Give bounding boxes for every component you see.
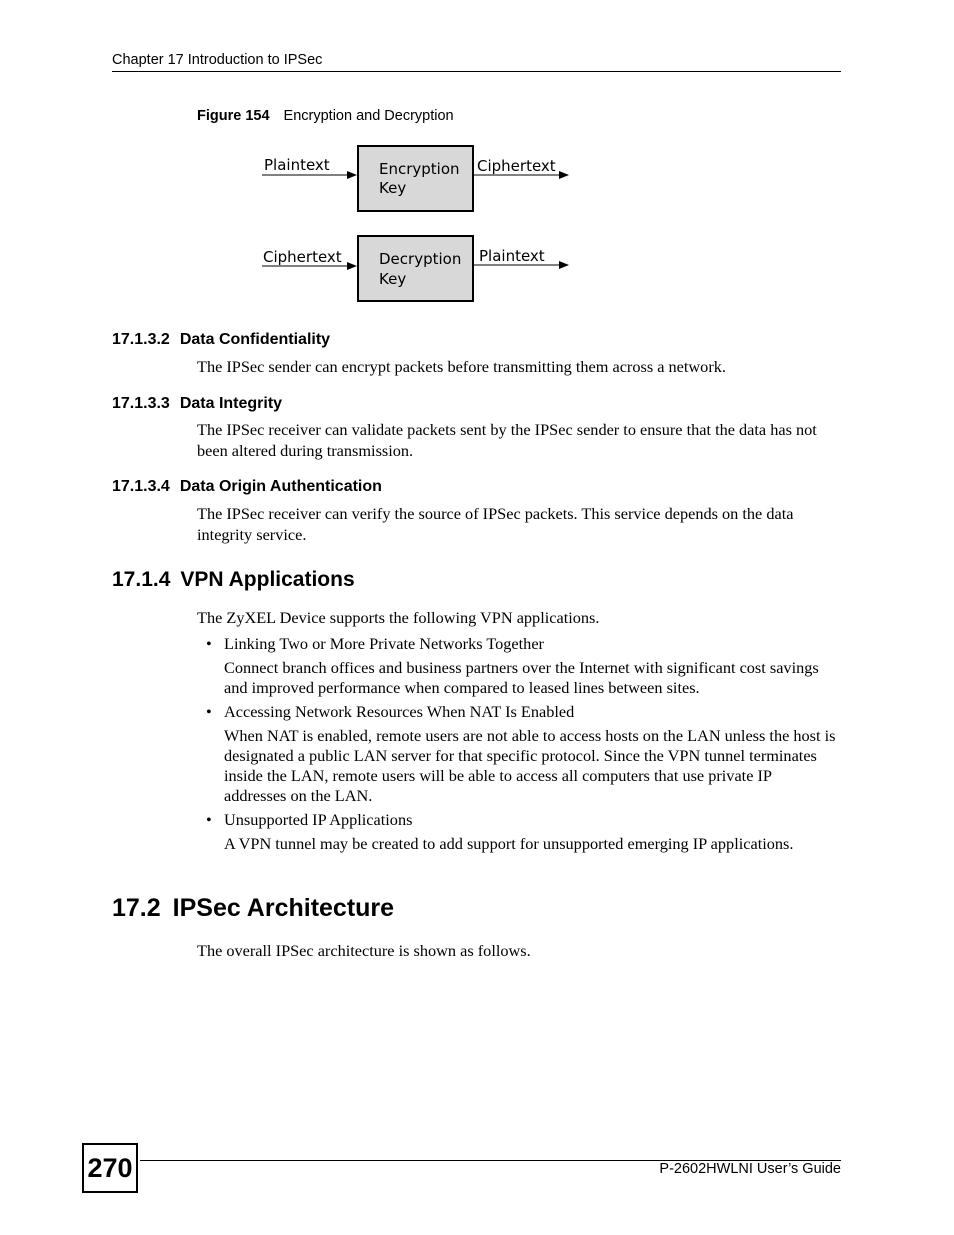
encryption-key-line2: Key: [379, 179, 407, 197]
heading-title: VPN Applications: [180, 568, 355, 591]
heading-number: 17.1.4: [112, 568, 171, 591]
heading-data-integrity: [112, 395, 282, 413]
encryption-decryption-diagram: [250, 140, 580, 310]
heading-number: 17.1.3.4: [112, 478, 170, 495]
heading-number: 17.2: [112, 894, 161, 922]
figure-title: Encryption and Decryption: [283, 108, 454, 124]
bullet-marker: •: [206, 702, 212, 721]
heading-title: Data Integrity: [179, 395, 283, 412]
list-item-title: Accessing Network Resources When NAT Is Enabled: [224, 702, 575, 721]
list-item-title: Linking Two or More Private Networks Together: [224, 634, 544, 653]
footer-guide-title: P-2602HWLNI User’s Guide: [659, 1161, 841, 1177]
heading-data-confidentiality: [112, 331, 330, 349]
paragraph-data-origin-authentication: The IPSec receiver can verify the source of IPSec packets. This service depends on the data integrity service.: [197, 504, 794, 544]
paragraph-data-integrity: The IPSec receiver can validate packets sent by the IPSec sender to ensure that the data has not been altered during transmission.: [197, 420, 817, 460]
paragraph-vpn-intro: The ZyXEL Device supports the following VPN applications.: [197, 608, 600, 627]
bullet-marker: •: [206, 634, 212, 653]
figure-label: Figure 154: [197, 108, 270, 124]
list-item: [197, 634, 837, 698]
paragraph-data-confidentiality: The IPSec sender can encrypt packets before transmitting them across a network.: [197, 357, 726, 376]
running-header: Chapter 17 Introduction to IPSec: [112, 52, 323, 68]
decryption-key-box: [358, 236, 473, 301]
decryption-key-line1: Decryption: [379, 250, 462, 268]
row1-input-label: Plaintext: [264, 156, 330, 174]
decryption-key-line2: Key: [379, 270, 407, 288]
heading-ipsec-architecture: [112, 894, 394, 923]
heading-title: Data Origin Authentication: [179, 478, 382, 495]
row1-output-label: Ciphertext: [477, 157, 556, 175]
list-item-description: A VPN tunnel may be created to add support for unsupported emerging IP applications.: [224, 834, 794, 853]
heading-number: 17.1.3.3: [112, 395, 170, 412]
row2-input-label: Ciphertext: [263, 248, 342, 266]
encryption-key-line1: Encryption: [379, 160, 460, 178]
figure-caption: [197, 108, 454, 124]
encryption-key-box: [358, 146, 473, 211]
heading-data-origin-authentication: [112, 478, 382, 496]
page-number: 270: [82, 1143, 138, 1193]
list-item-description: Connect branch offices and business partners over the Internet with significant cost savings and improved performance when compared to leased lines between sites.: [224, 658, 819, 697]
list-item-description: When NAT is enabled, remote users are not able to access hosts on the LAN unless the host is designated a public LAN server for that specific protocol. Since the VPN tunnel terminates inside the LAN, remote users will be able to access all computers that use private IP addresses on the LAN.: [224, 726, 836, 805]
heading-title: IPSec Architecture: [172, 894, 395, 922]
list-item: [197, 702, 837, 806]
header-rule: [112, 71, 841, 72]
list-item-title: Unsupported IP Applications: [224, 810, 413, 829]
list-item: [197, 810, 837, 854]
heading-vpn-applications: [112, 568, 355, 592]
heading-title: Data Confidentiality: [179, 331, 331, 348]
bullet-marker: •: [206, 810, 212, 829]
vpn-applications-list: [197, 634, 837, 858]
paragraph-ipsec-architecture: The overall IPSec architecture is shown as follows.: [197, 941, 531, 960]
row2-output-label: Plaintext: [479, 247, 545, 265]
heading-number: 17.1.3.2: [112, 331, 170, 348]
